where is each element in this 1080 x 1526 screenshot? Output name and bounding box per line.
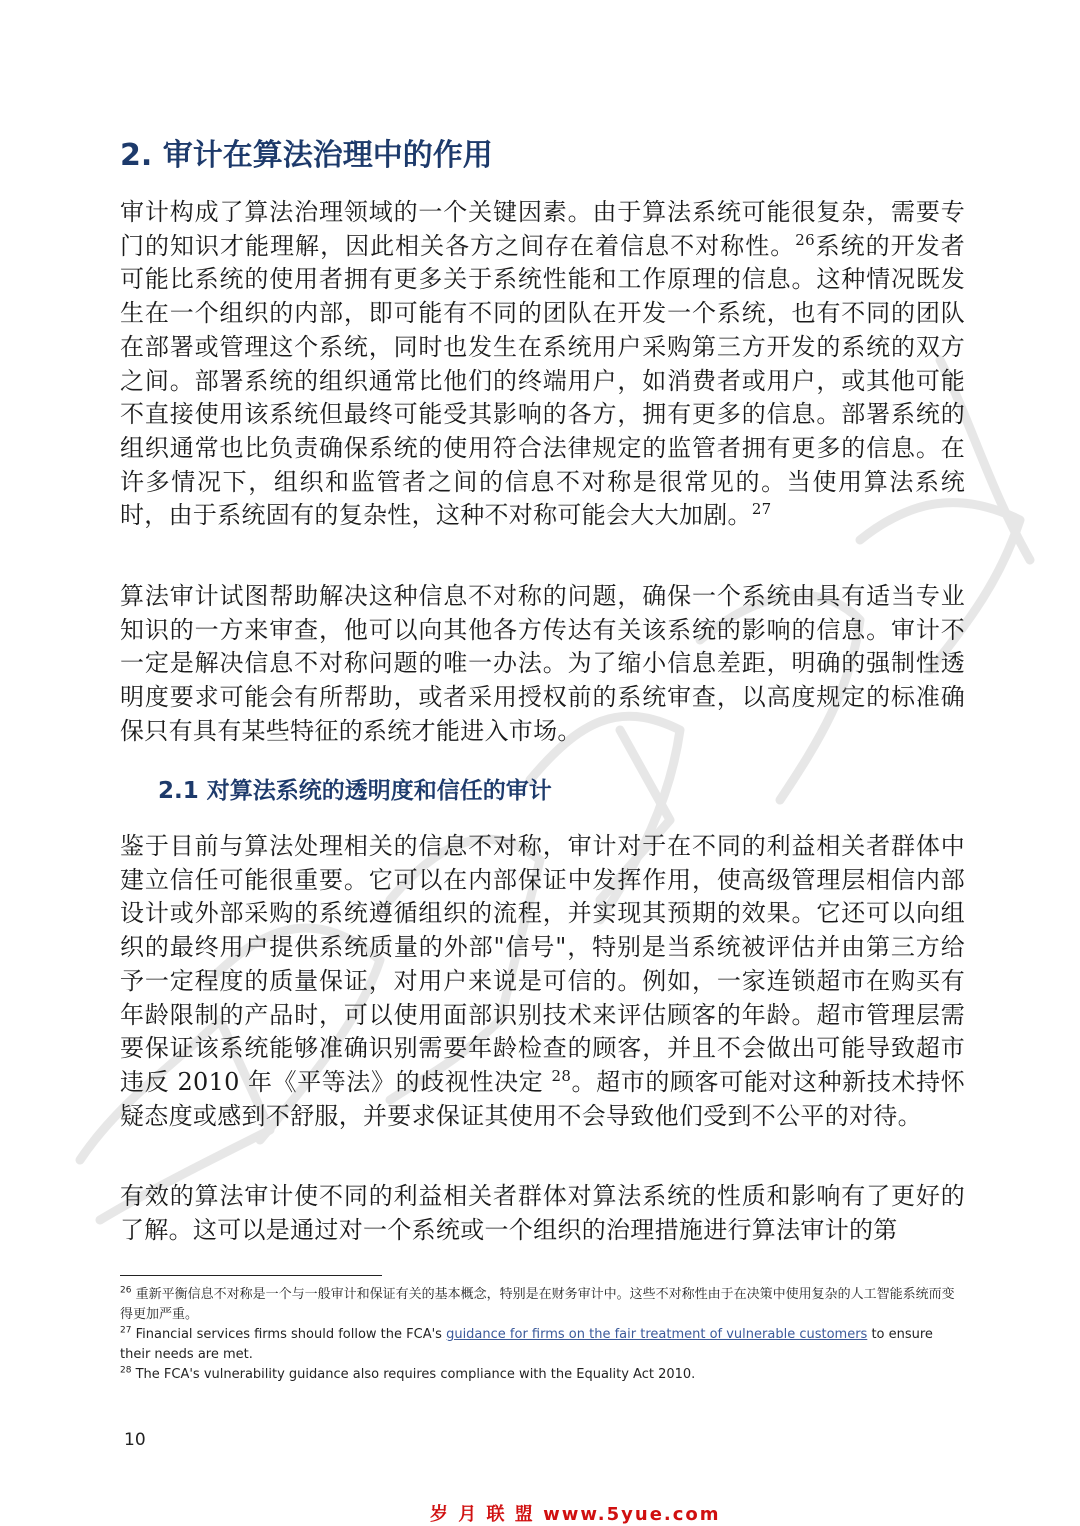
footnote-27 xyxy=(120,1325,960,1365)
paragraph-text: 系统的开发者可能比系统的使用者拥有更多关于系统性能和工作原理的信息。这种情况既发生在一个组织的内部，即可能有不同的团队在开发一个系统，也有不同的团队在部署或管理这个系统，同时也发生在系统用户采购第三方开发的系统的双方之间。部署系统的组织通常比他们的终端用户，如消费者或用户，或其他可能不直接使用该系统但最终可能受其影响的各方，拥有更多的信息。部署系统的组织通常也比负责确保系统的使用符合法律规定的监管者拥有更多的信息。在许多情况下，组织和监管者之间的信息不对称是很常见的。当使用算法系统时，由于系统固有的复杂性，这种不对称可能会大大加剧。 xyxy=(120,231,965,530)
subsection-paragraph-2: 有效的算法审计使不同的利益相关者群体对算法系统的性质和影响有了更好的了解。这可以是通过对一个系统或一个组织的治理措施进行算法审计的第 xyxy=(120,1182,965,1244)
footnote-text: The FCA's vulnerability guidance also requires compliance with the Equality Act 2010. xyxy=(135,1367,696,1382)
section-paragraph-1 xyxy=(120,196,965,533)
footnote-ref-27[interactable]: 27 xyxy=(751,500,772,519)
footnotes xyxy=(120,1285,960,1385)
footnote-number: 27 xyxy=(120,1325,132,1336)
section-paragraph-2: 算法审计试图帮助解决这种信息不对称的问题，确保一个系统由具有适当专业知识的一方来审查，他可以向其他各方传达有关该系统的影响的信息。审计不一定是解决信息不对称问题的唯一办法。为了缩小信息差距，明确的强制性透明度要求可能会有所帮助，或者采用授权前的系统审查，以高度规定的标准确保只有具有某些特征的系统才能进入市场。 xyxy=(120,582,965,745)
paragraph-text: 。超市的顾客可能对这种新技术持怀疑态度或感到不舒服，并要求保证其使用不会导致他们受到不公平的对待。 xyxy=(120,1067,965,1130)
fca-guidance-link[interactable]: guidance for firms on the fair treatment of vulnerable customers xyxy=(446,1327,868,1342)
footnote-ref-26[interactable]: 26 xyxy=(795,230,815,249)
subsection-title: 2.1 对算法系统的透明度和信任的审计 xyxy=(158,778,552,804)
footnote-divider xyxy=(120,1275,382,1276)
footnote-text: to ensure their needs are met. xyxy=(120,1327,933,1362)
section-title: 2. 审计在算法治理中的作用 xyxy=(120,138,493,173)
subsection-paragraph-1 xyxy=(120,830,965,1133)
footnote-28 xyxy=(120,1365,960,1385)
footnote-text: Financial services firms should follow the FCA's xyxy=(135,1327,447,1342)
footnote-number: 26 xyxy=(120,1285,132,1296)
site-watermark: 岁 月 联 盟 www.5yue.com xyxy=(430,1504,721,1525)
footnote-ref-28[interactable]: 28 xyxy=(551,1066,572,1085)
paragraph-text: 审计构成了算法治理领域的一个关键因素。由于算法系统可能很复杂，需要专门的知识才能理解，因此相关各方之间存在着信息不对称性。 xyxy=(120,198,965,260)
footnote-text: 重新平衡信息不对称是一个与一般审计和保证有关的基本概念，特别是在财务审计中。这些不对称性由于在决策中使用复杂的人工智能系统而变得更加严重。 xyxy=(120,1287,955,1322)
paragraph-text: 鉴于目前与算法处理相关的信息不对称，审计对于在不同的利益相关者群体中建立信任可能很重要。它可以在内部保证中发挥作用，使高级管理层相信内部设计或外部采购的系统遵循组织的流程，并实现其预期的效果。它还可以向组织的最终用户提供系统质量的外部"信号"，特别是当系统被评估并由第三方给予一定程度的质量保证，对用户来说是可信的。例如，一家连锁超市在购买有年龄限制的产品时，可以使用面部识别技术来评估顾客的年龄。超市管理层需要保证该系统能够准确识别需要年龄检查的顾客，并且不会做出可能导致超市违反 2010 年《平等法》的歧视性决定 xyxy=(120,832,965,1096)
footnote-number: 28 xyxy=(120,1365,132,1376)
footnote-26 xyxy=(120,1285,960,1325)
page-number: 10 xyxy=(124,1430,146,1450)
